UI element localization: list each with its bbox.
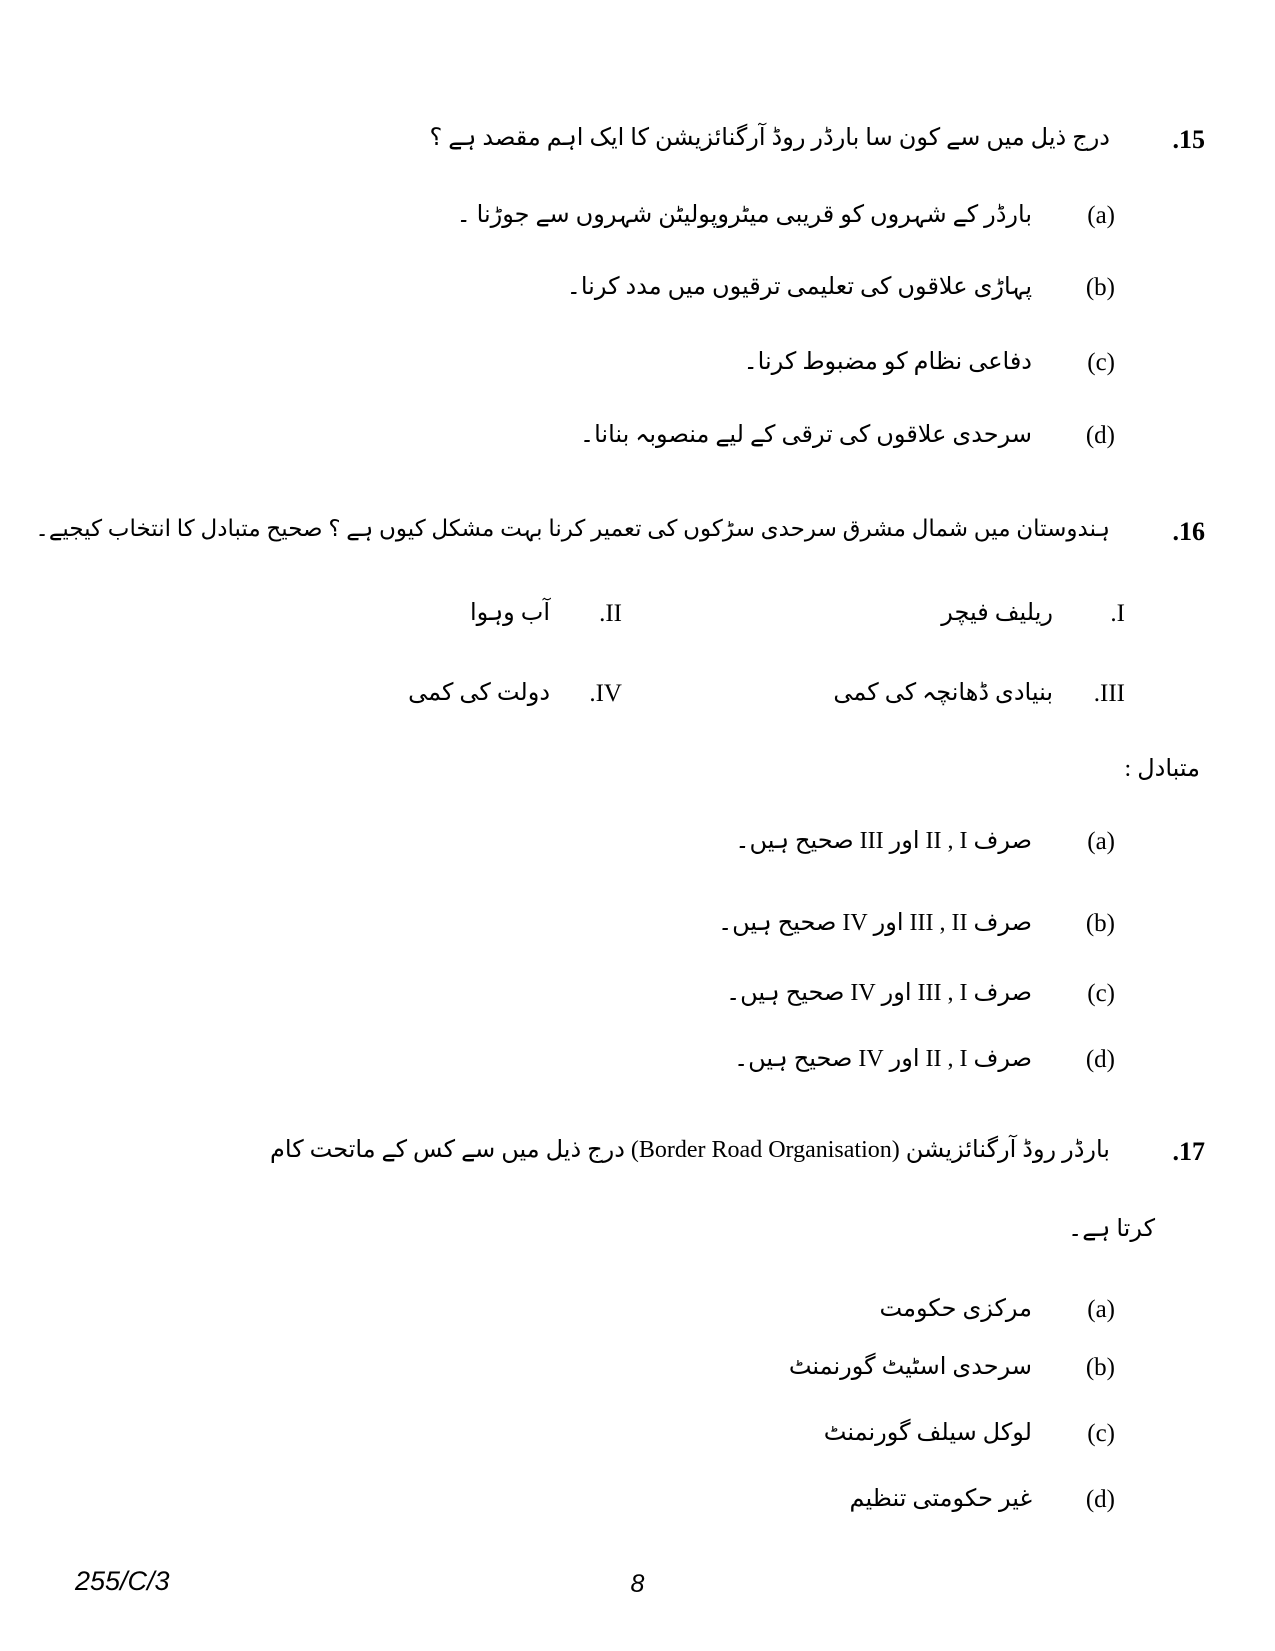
page-number: 8 xyxy=(630,1570,645,1598)
question-17 xyxy=(40,1132,1205,1171)
option-label: (d) xyxy=(1085,1046,1115,1073)
option-label: (b) xyxy=(1085,910,1115,937)
option-text: غیر حکومتی تنظیم xyxy=(849,1486,1032,1512)
list-item-IV xyxy=(408,676,622,712)
question-17-number: 17. xyxy=(1172,1137,1205,1166)
question-17-option-b xyxy=(70,1350,1115,1386)
list-item-III xyxy=(622,676,1125,712)
option-text: مرکزی حکومت xyxy=(879,1296,1032,1322)
question-16-option-c xyxy=(70,976,1115,1012)
question-16-option-b xyxy=(70,906,1115,942)
option-text: لوکل سیلف گورنمنٹ xyxy=(823,1420,1032,1446)
option-label: (a) xyxy=(1087,828,1115,855)
question-17-text-line-2: کرتا ہے۔ xyxy=(1068,1216,1155,1242)
list-item-I xyxy=(622,596,1125,632)
question-17-option-c xyxy=(70,1416,1115,1452)
question-16-option-d xyxy=(70,1042,1115,1078)
option-text: صرف II‏ , III‏ اور IV‏ صحیح ہیں۔ xyxy=(718,910,1032,936)
question-16 xyxy=(35,512,1205,551)
question-17-option-d xyxy=(70,1482,1115,1518)
list-marker-II: II. xyxy=(599,600,622,627)
option-label: (a) xyxy=(1087,202,1115,229)
question-15-option-c xyxy=(70,345,1115,381)
option-label: (b) xyxy=(1085,1354,1115,1381)
option-text: صرف I‏ , II‏ اور IV‏ صحیح ہیں۔ xyxy=(734,1046,1032,1072)
list-marker-III: III. xyxy=(1093,680,1125,707)
option-label: (d) xyxy=(1085,422,1115,449)
question-15-option-d xyxy=(70,418,1115,454)
option-text: صرف I‏ , III‏ اور IV‏ صحیح ہیں۔ xyxy=(726,980,1032,1006)
option-label: (c) xyxy=(1087,1420,1115,1447)
question-16-list-row-1 xyxy=(70,596,1125,632)
list-item-text: ریلیف فیچر xyxy=(941,600,1053,626)
question-15 xyxy=(70,120,1205,159)
question-15-text: درج ذیل میں سے کون سا بارڈر روڈ آرگنائزیشن کا ایک اہم مقصد ہے ؟ xyxy=(429,125,1110,151)
list-marker-I: I. xyxy=(1110,600,1125,627)
list-marker-IV: IV. xyxy=(589,680,622,707)
list-item-text: بنیادی ڈھانچہ کی کمی xyxy=(833,680,1053,706)
option-text: صرف I‏ , II‏ اور III‏ صحیح ہیں۔ xyxy=(735,828,1032,854)
question-15-number: 15. xyxy=(1172,125,1205,154)
option-label: (c) xyxy=(1087,980,1115,1007)
paper-code: 255/C/3 xyxy=(75,1566,170,1596)
option-text: پہاڑی علاقوں کی تعلیمی ترقیوں میں مدد کرنا۔ xyxy=(566,274,1032,300)
alternatives-heading: متبادل : xyxy=(1124,756,1200,782)
question-17-option-a xyxy=(70,1292,1115,1328)
question-17-text-line-1: بارڈر روڈ آرگنائزیشن (Border Road Organisation) درج ذیل میں سے کس کے ماتحت کام xyxy=(270,1137,1110,1163)
option-label: (b) xyxy=(1085,274,1115,301)
question-15-option-a xyxy=(70,198,1115,234)
option-label: (c) xyxy=(1087,349,1115,376)
option-text: سرحدی اسٹیٹ گورنمنٹ xyxy=(788,1354,1032,1380)
list-item-text: آب وہوا xyxy=(470,600,550,626)
list-item-II xyxy=(470,596,622,632)
question-16-list-row-2 xyxy=(70,676,1125,712)
question-15-option-b xyxy=(70,270,1115,306)
question-16-text: ہندوستان میں شمال مشرق سرحدی سڑکوں کی تعمیر کرنا بہت مشکل کیوں ہے ؟ صحیح متبادل کا انتخاب کیجیے۔ xyxy=(35,516,1110,541)
option-text: دفاعی نظام کو مضبوط کرنا۔ xyxy=(743,349,1032,375)
option-text: بارڈر کے شہروں کو قریبی میٹروپولیٹن شہروں سے جوڑنا ۔ xyxy=(456,202,1032,228)
option-label: (a) xyxy=(1087,1296,1115,1323)
question-16-option-a xyxy=(70,824,1115,860)
question-16-number: 16. xyxy=(1172,517,1205,546)
list-item-text: دولت کی کمی xyxy=(408,680,550,706)
option-text: سرحدی علاقوں کی ترقی کے لیے منصوبہ بنانا۔ xyxy=(580,422,1032,448)
option-label: (d) xyxy=(1085,1486,1115,1513)
